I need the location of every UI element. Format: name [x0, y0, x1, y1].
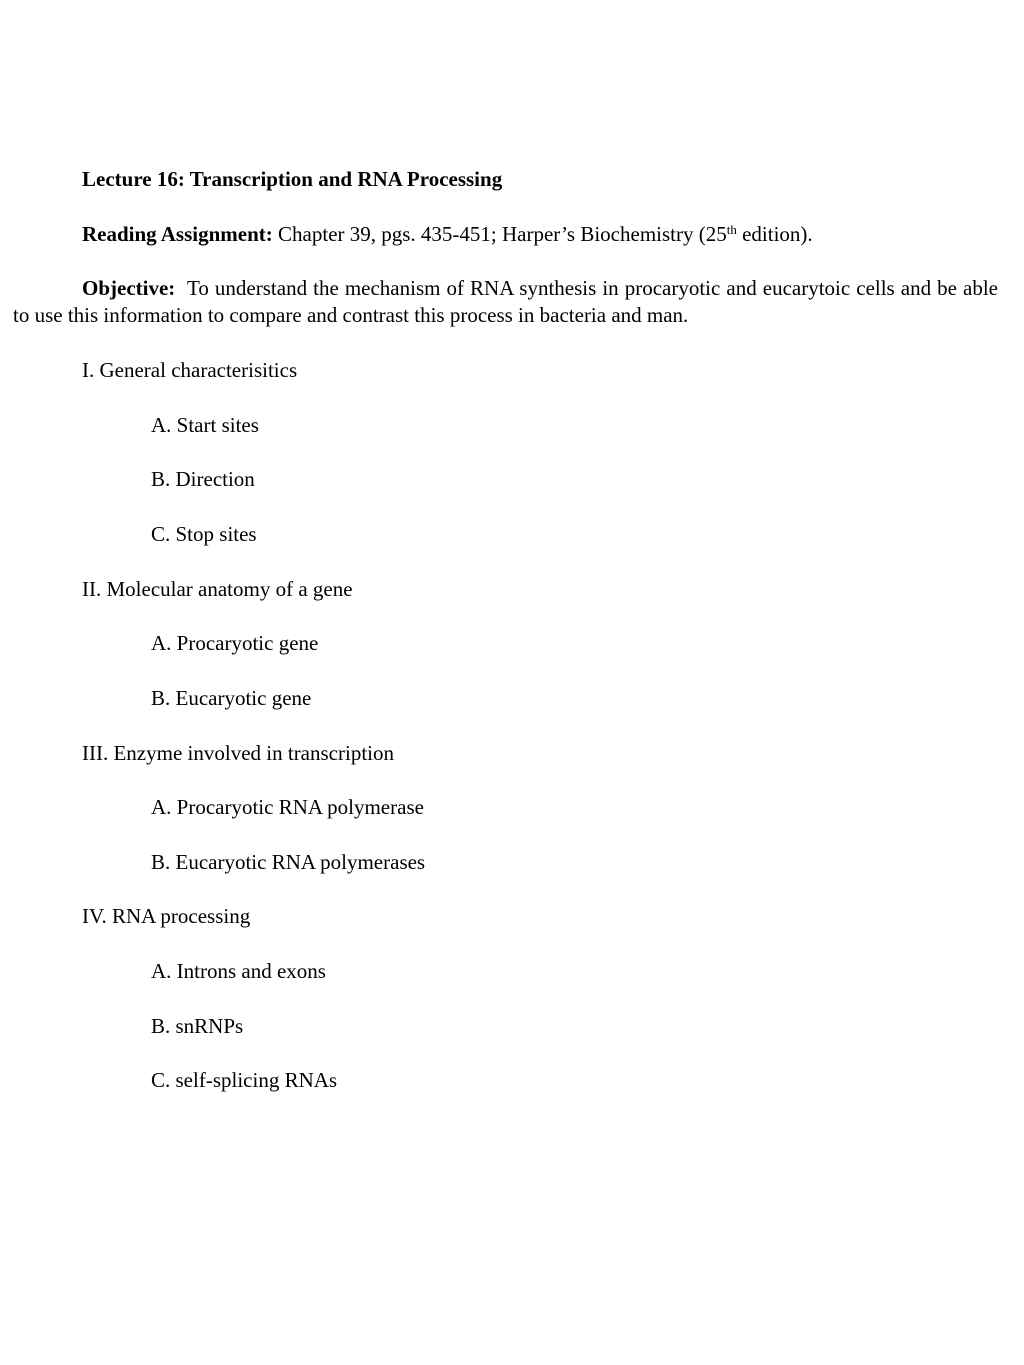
reading-assignment — [82, 221, 813, 248]
objective-label: Objective: — [82, 276, 176, 300]
reading-assignment-text-end: edition). — [736, 222, 813, 246]
outline-item: C. Stop sites — [151, 522, 257, 546]
outline-item: A. Procaryotic RNA polymerase — [151, 795, 424, 819]
outline-heading: II. Molecular anatomy of a gene — [82, 577, 353, 601]
outline-heading: IV. RNA processing — [82, 904, 251, 928]
outline-item: A. Introns and exons — [151, 959, 326, 983]
outline-item: A. Procaryotic gene — [151, 631, 319, 655]
outline-heading: I. General characterisitics — [82, 358, 298, 382]
outline-item: B. Direction — [151, 467, 255, 491]
objective-paragraph — [13, 275, 998, 329]
outline-heading: III. Enzyme involved in transcription — [82, 741, 394, 765]
lecture-title: Lecture 16: Transcription and RNA Processing — [82, 167, 503, 191]
reading-assignment-label: Reading Assignment: — [82, 222, 273, 246]
reading-assignment-text: Chapter 39, pgs. 435-451; Harper’s Biochemistry (25 — [278, 222, 727, 246]
outline-item: C. self-splicing RNAs — [151, 1068, 338, 1092]
outline-item: A. Start sites — [151, 413, 259, 437]
outline-item: B. Eucaryotic RNA polymerases — [151, 850, 426, 874]
outline-item: B. snRNPs — [151, 1014, 244, 1038]
reading-assignment-superscript: th — [726, 222, 737, 237]
objective-text: To understand the mechanism of RNA synthesis in procaryotic and eucarytoic cells and be able to use this information to compare and contrast this process in bacteria and man. — [13, 276, 998, 327]
outline-item: B. Eucaryotic gene — [151, 686, 312, 710]
